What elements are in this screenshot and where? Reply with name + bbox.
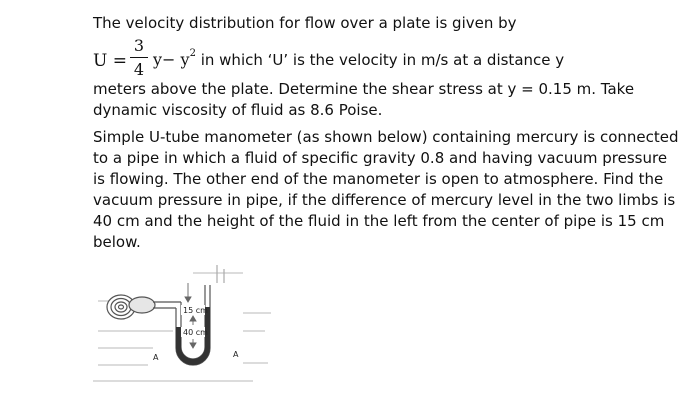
equation-exponent: 2 (189, 48, 196, 59)
equation-rhs (153, 50, 564, 69)
velocity-equation (93, 36, 693, 84)
problem2-text: Simple U-tube manometer (as shown below) containing mercury is connected to a pipe in which a fluid of specific gravity 0.8 and having vacuum pressure is flowing. The other end of the manometer is open to atmosphere. Find the vacuum pressure in pipe, if the difference of mercury level in the two limbs is 40 cm and the height of the fluid in the left from the center of pipe is 15 cm below. (93, 128, 679, 251)
equation-tail-text: in which ‘U’ is the velocity in m/s at a distance y (195, 51, 565, 69)
equation-fraction (130, 36, 148, 79)
label-a-right: A (233, 350, 239, 359)
equation-terms: y− y (153, 50, 190, 69)
problem1-continuation: meters above the plate. Determine the shear stress at y = 0.15 m. Take dynamic viscosity of fluid as 8.6 Poise. (93, 80, 635, 119)
u-tube-manometer-figure (93, 255, 293, 390)
label-a-left: A (153, 353, 159, 362)
equation-lhs: U = (93, 51, 127, 71)
label-40-cm: 40 cm (183, 328, 208, 337)
label-15-cm: 15 cm (183, 306, 208, 315)
fraction-denominator: 4 (133, 60, 145, 79)
fraction-numerator: 3 (133, 36, 145, 55)
fraction-bar (130, 57, 148, 58)
dimension-arrows (185, 283, 196, 348)
pipe-icon (107, 295, 181, 319)
problem1-intro: The velocity distribution for flow over a plate is given by (93, 14, 517, 32)
